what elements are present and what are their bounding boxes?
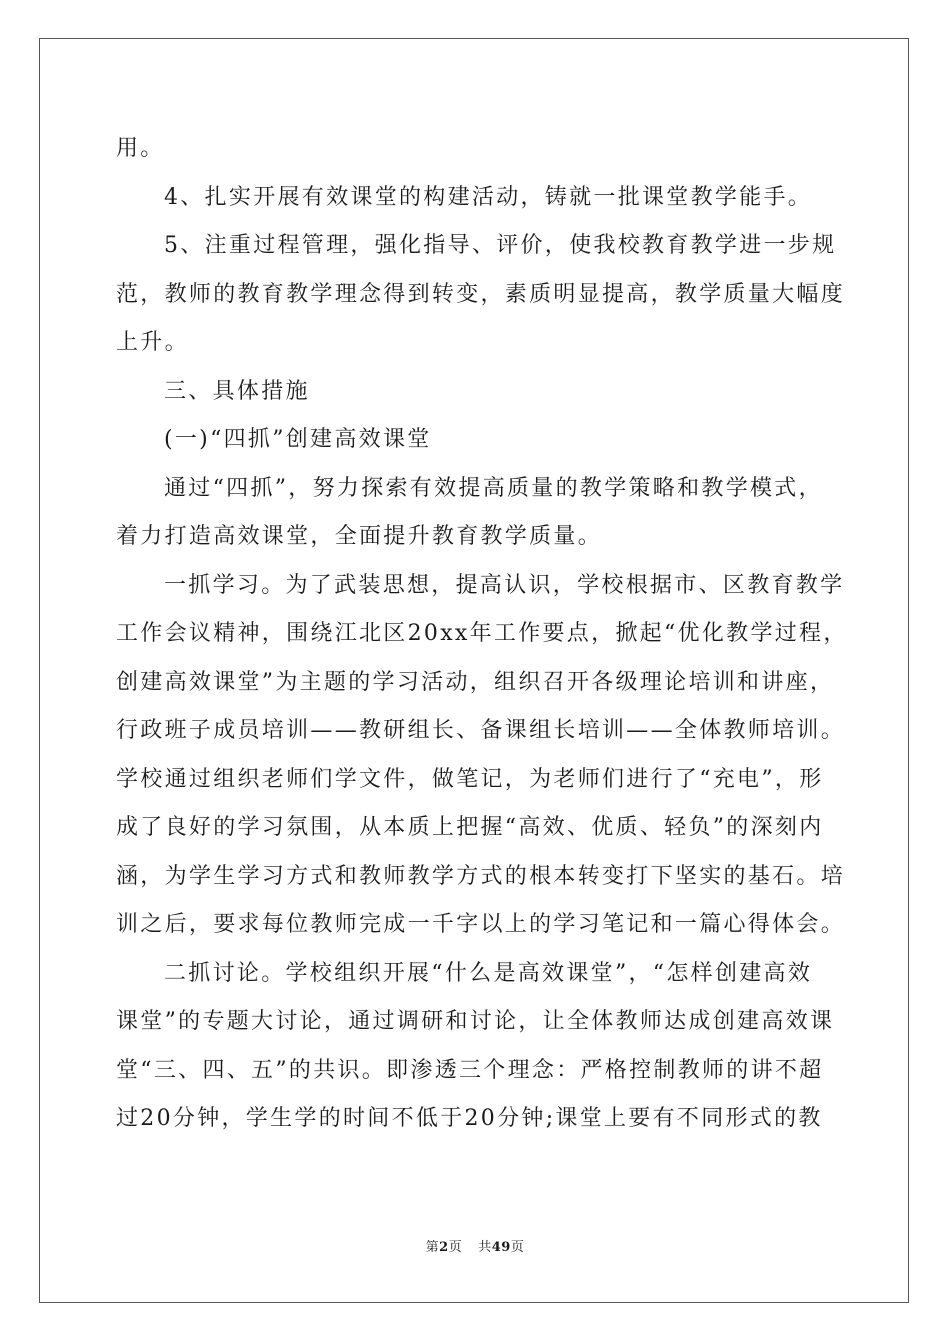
text-line: 堂“三、四、五”的共识。即渗透三个理念：严格控制教师的讲不超	[116, 1057, 824, 1083]
text-line: 范，教师的教育教学理念得到转变，素质明显提高，教学质量大幅度	[116, 281, 846, 307]
text-line: 用。	[116, 136, 165, 161]
text-line: 一抓学习。为了武装思想，提高认识，学校根据市、区教育教学	[164, 572, 845, 598]
text-line: 二抓讨论。学校组织开展“什么是高效课堂”，“怎样创建高效	[164, 960, 813, 986]
text-line: 上升。	[116, 330, 189, 355]
current-page-number: 2	[439, 1240, 449, 1255]
subsection-heading: (一)“四抓”创建高效课堂	[164, 427, 432, 452]
text-line: 创建高效课堂”为主题的学习活动，组织召开各级理论培训和讲座，	[116, 669, 835, 695]
text-line: 4、扎实开展有效课堂的构建活动，铸就一批课堂教学能手。	[164, 184, 813, 210]
total-prefix: 共	[478, 1240, 492, 1255]
total-page-count: 49	[491, 1240, 511, 1255]
total-suffix: 页	[510, 1240, 525, 1255]
text-line: 通过“四抓”，努力探索有效提高质量的教学策略和教学模式，	[164, 475, 823, 501]
section-heading: 三、具体措施	[164, 378, 310, 404]
text-line: 课堂”的专题大讨论，通过调研和讨论，让全体教师达成创建高效课	[116, 1009, 835, 1034]
text-line: 行政班子成员培训——教研组长、备课组长培训——全体教师培训。	[116, 718, 846, 743]
text-line: 学校通过组织老师们学文件，做笔记，为老师们进行了“充电”，形	[116, 766, 824, 792]
document-body	[116, 125, 848, 1144]
page-prefix: 第	[425, 1240, 440, 1255]
text-line: 着力打造高效课堂，全面提升教育教学质量。	[116, 524, 603, 549]
text-line: 成了良好的学习氛围，从本质上把握“高效、优质、轻负”的深刻内	[116, 815, 824, 840]
text-line: 涵，为学生学习方式和教师教学方式的根本转变打下坚实的基石。培	[116, 863, 846, 889]
text-line: 过20分钟，学生学的时间不低于20分钟;课堂上要有不同形式的教	[116, 1106, 823, 1131]
text-line: 5、注重过程管理，强化指导、评价，使我校教育教学进一步规	[164, 233, 837, 258]
text-line: 训之后，要求每位教师完成一千字以上的学习笔记和一篇心得体会。	[116, 912, 846, 937]
page-footer	[0, 1236, 950, 1255]
text-line: 工作会议精神，围绕江北区20xx年工作要点，掀起“优化教学过程，	[116, 621, 848, 646]
page-suffix: 页	[448, 1240, 463, 1255]
